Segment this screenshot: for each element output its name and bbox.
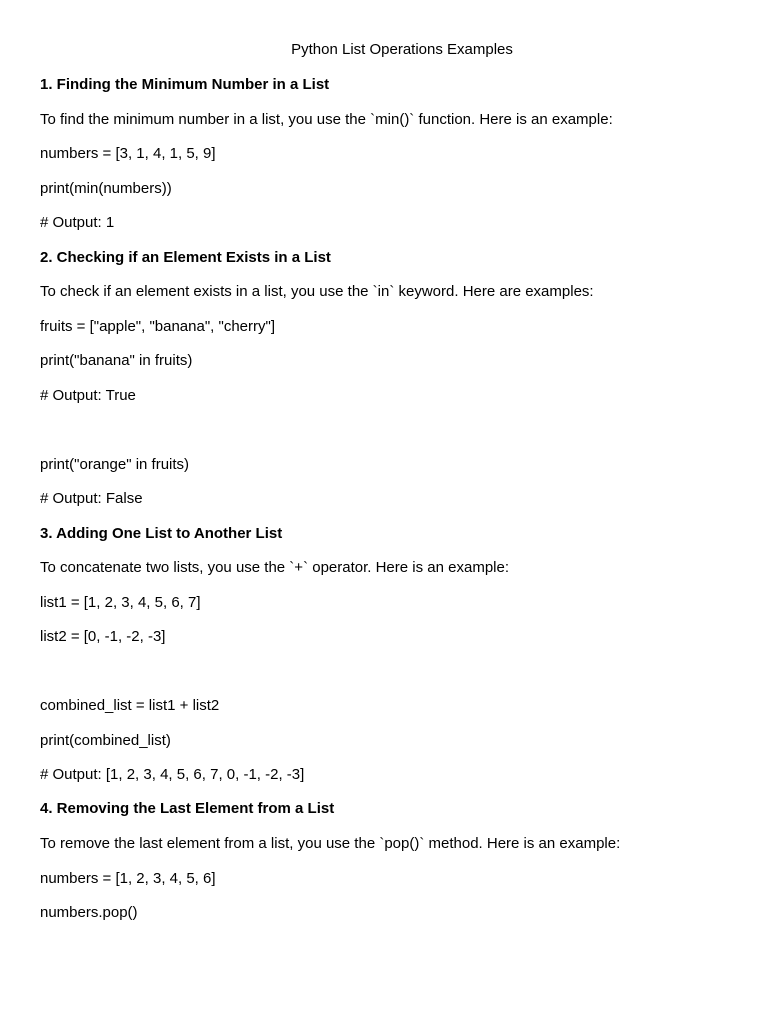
page-title: Python List Operations Examples [291, 41, 513, 58]
code-line: # Output: False [40, 490, 143, 507]
section-heading: 1. Finding the Minimum Number in a List [40, 76, 330, 93]
code-line: print("banana" in fruits) [40, 352, 193, 369]
section-heading: 2. Checking if an Element Exists in a List [40, 249, 331, 266]
code-line: numbers.pop() [40, 904, 138, 921]
code-line: list1 = [1, 2, 3, 4, 5, 6, 7] [40, 594, 201, 611]
section-description: To remove the last element from a list, you use the `pop()` method. Here is an example: [40, 835, 621, 852]
code-line: print("orange" in fruits) [40, 456, 190, 473]
section-description: To check if an element exists in a list, you use the `in` keyword. Here are examples: [40, 283, 594, 300]
code-line: print(combined_list) [40, 732, 171, 749]
code-line: fruits = ["apple", "banana", "cherry"] [40, 318, 275, 335]
code-line: numbers = [1, 2, 3, 4, 5, 6] [40, 870, 216, 887]
section-heading: 3. Adding One List to Another List [40, 525, 283, 542]
code-line: numbers = [3, 1, 4, 1, 5, 9] [40, 145, 216, 162]
code-line: list2 = [0, -1, -2, -3] [40, 628, 166, 645]
code-line: # Output: [1, 2, 3, 4, 5, 6, 7, 0, -1, -2, -3] [40, 766, 305, 783]
section-description: To concatenate two lists, you use the `+` operator. Here is an example: [40, 559, 509, 576]
code-line: combined_list = list1 + list2 [40, 697, 220, 714]
code-line: # Output: True [40, 387, 136, 404]
section-heading: 4. Removing the Last Element from a List [40, 800, 335, 817]
code-line: # Output: 1 [40, 214, 115, 231]
code-line: print(min(numbers)) [40, 180, 172, 197]
section-description: To find the minimum number in a list, you use the `min()` function. Here is an example: [40, 111, 613, 128]
